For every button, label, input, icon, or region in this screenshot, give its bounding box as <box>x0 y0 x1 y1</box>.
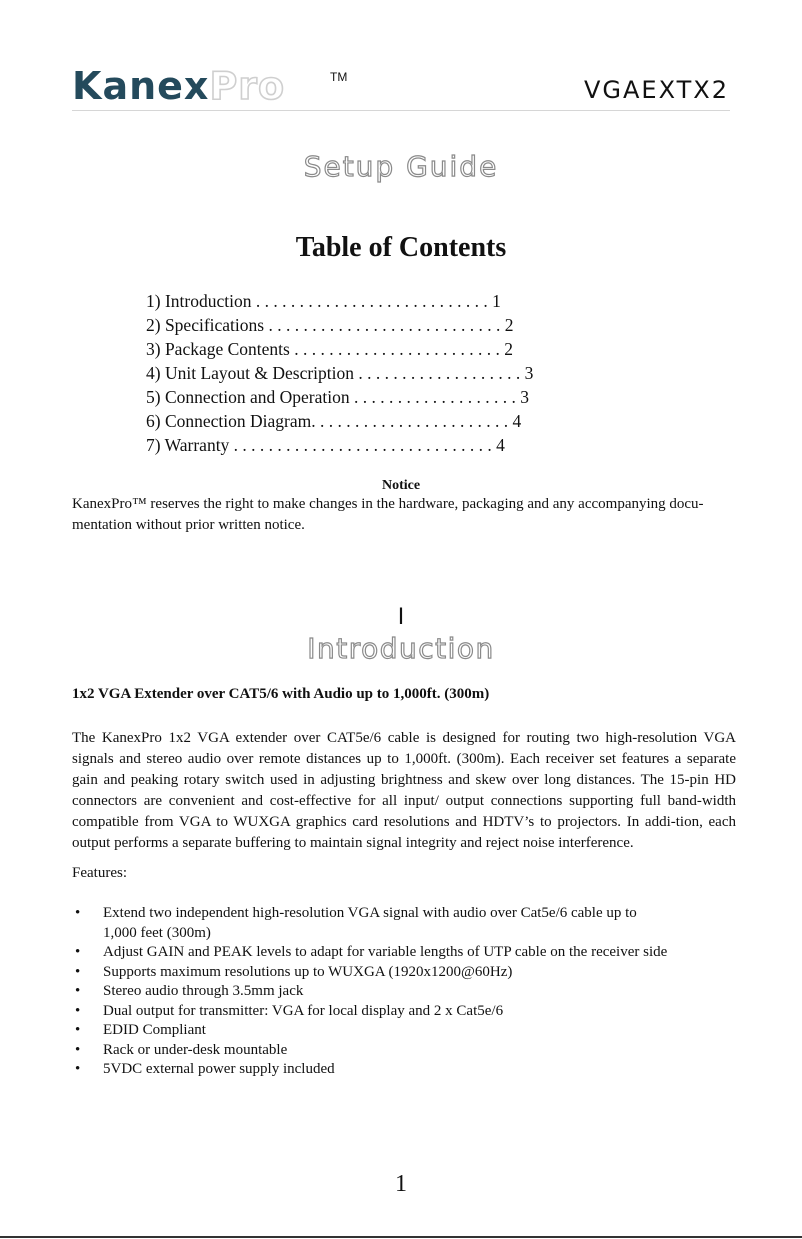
feature-item <box>72 963 732 983</box>
feature-item <box>72 1002 732 1022</box>
bullet: • <box>75 1002 81 1019</box>
toc-entry-connection-diagram: 6) Connection Diagram. . . . . . . . . . . . . . . . . . . . . . . 4 <box>146 411 522 431</box>
feature-text: Rack or under-desk mountable <box>103 1041 288 1058</box>
model-number: VGAEXTX2 <box>584 76 729 104</box>
bullet: • <box>75 983 81 999</box>
feature-item <box>72 1021 732 1041</box>
feature-text: Stereo audio through 3.5mm jack <box>103 983 304 999</box>
toc-entry-unit-layout: 4) Unit Layout & Description . . . . . . . . . . . . . . . . . . . 3 <box>146 363 534 383</box>
feature-item <box>72 1060 732 1080</box>
kanexpro-logo <box>72 64 348 108</box>
setup-guide-title: Setup Guide <box>303 150 499 183</box>
bullet: • <box>75 963 81 980</box>
bullet: • <box>75 905 81 921</box>
features-list <box>72 904 732 1080</box>
header-divider <box>72 110 730 111</box>
logo-trademark: TM <box>330 70 348 84</box>
toc-title: Table of Contents <box>295 232 507 263</box>
intro-paragraph: The KanexPro 1x2 VGA extender over CAT5e/6 cable is designed for routing two high-resolution VGA signals and stereo audio over remote distances up to 1,000ft. (300m). Each receiver set features a separate gain and peaking rotary switch used in adjusting brightness and skew over long distances. The 15-pin HD connectors are convenient and cost-effective for all input/ output connections supporting full band-width compatible from VGA to WUXGA graphics card resolutions and HDTV’s to projectors. In addi-tion, each output performs a separate buffering to maintain signal integrity and reject noise interference. <box>72 730 736 851</box>
toc-entry-introduction: 1) Introduction . . . . . . . . . . . . . . . . . . . . . . . . . . . 1 <box>146 291 501 311</box>
bullet: • <box>75 944 81 960</box>
feature-text: Adjust GAIN and PEAK levels to adapt for variable lengths of UTP cable on the receiver side <box>103 944 668 960</box>
page-number: 1 <box>395 1171 407 1197</box>
feature-item <box>72 943 732 963</box>
toc-entry-connection-operation: 5) Connection and Operation . . . . . . . . . . . . . . . . . . . 3 <box>146 387 530 407</box>
feature-text: Dual output for transmitter: VGA for local display and 2 x Cat5e/6 <box>103 1002 504 1019</box>
feature-text: Extend two independent high-resolution VGA signal with audio over Cat5e/6 cable up to <box>103 905 637 921</box>
chapter-number: I <box>397 605 405 630</box>
notice-heading: Notice <box>381 478 421 493</box>
intro-subheading: 1x2 VGA Extender over CAT5/6 with Audio up to 1,000ft. (300m) <box>72 686 490 702</box>
logo-pro-text: Pro <box>209 64 286 108</box>
feature-text: EDID Compliant <box>103 1022 206 1038</box>
table-of-contents <box>146 289 666 457</box>
logo-kanex-text: Kanex <box>72 64 210 108</box>
feature-item <box>72 982 732 1002</box>
bullet: • <box>75 1022 81 1038</box>
chapter-title: Introduction <box>307 632 495 665</box>
feature-text-continued: 1,000 feet (300m) <box>103 924 211 941</box>
feature-text: Supports maximum resolutions up to WUXGA (1920x1200@60Hz) <box>103 963 513 980</box>
feature-item <box>72 904 732 943</box>
bullet: • <box>75 1061 81 1077</box>
bullet: • <box>75 1041 81 1058</box>
toc-entry-package-contents: 3) Package Contents . . . . . . . . . . . . . . . . . . . . . . . . 2 <box>146 339 513 359</box>
toc-entry-warranty: 7) Warranty . . . . . . . . . . . . . . . . . . . . . . . . . . . . . . 4 <box>146 435 505 455</box>
features-label: Features: <box>72 865 127 881</box>
toc-entry-specifications: 2) Specifications . . . . . . . . . . . . . . . . . . . . . . . . . . . 2 <box>146 315 514 335</box>
notice-body: KanexPro™ reserves the right to make changes in the hardware, packaging and any accompanying docu-mentation without prior written notice. <box>72 496 704 533</box>
page-bottom-border <box>0 1236 802 1238</box>
feature-text: 5VDC external power supply included <box>103 1061 335 1077</box>
feature-item <box>72 1041 732 1061</box>
